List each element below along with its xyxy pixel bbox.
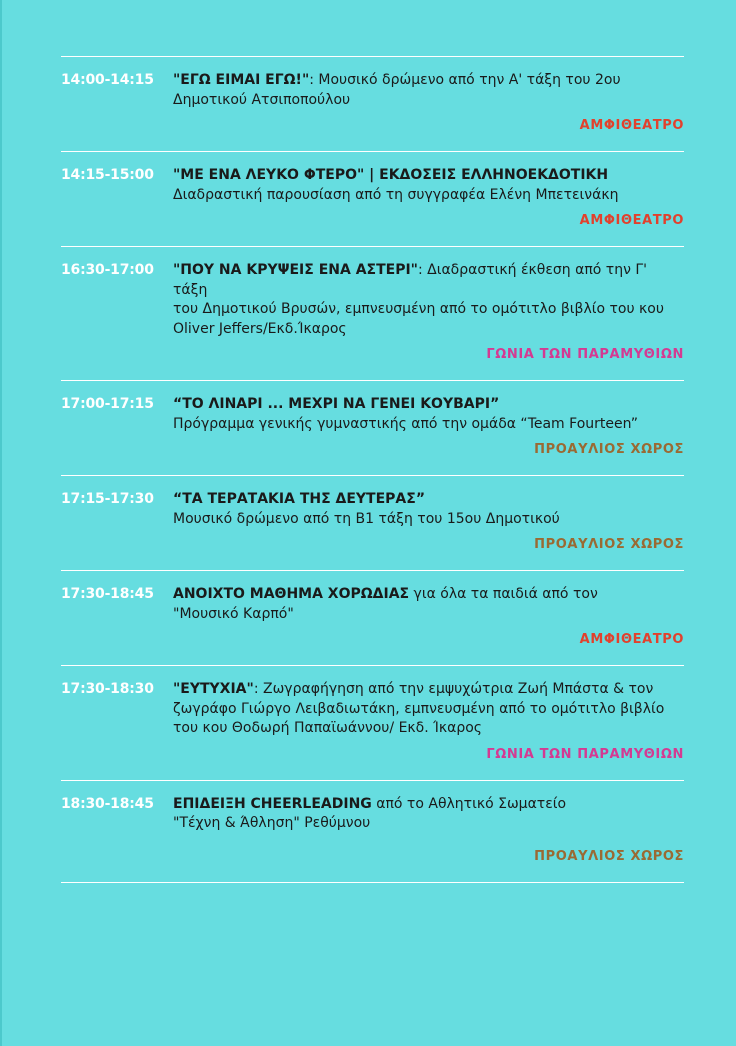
- schedule-entry: [61, 780, 684, 883]
- schedule-entry: [61, 475, 684, 570]
- event-time: 17:15-17:30: [61, 491, 154, 507]
- description-line-1: [173, 491, 425, 507]
- event-description: [173, 585, 684, 624]
- event-venue: ΓΩΝΙΑ ΤΩΝ ΠΑΡΑΜΥΘΙΩΝ: [486, 347, 684, 362]
- description-rest: : Μουσικό δρώμενο από την Α' τάξη του 2ου: [309, 72, 621, 88]
- event-time: 16:30-17:00: [61, 262, 154, 278]
- description-line-1: [173, 796, 566, 812]
- description-line-2: Πρόγραμμα γενικής γυμναστικής από την ομάδα “Team Fourteen”: [173, 415, 638, 432]
- description-rest: : Διαδραστική έκθεση από την Γ' τάξη: [173, 262, 648, 298]
- description-line-1: [173, 586, 598, 602]
- entry-row: [61, 395, 684, 434]
- event-time: 14:15-15:00: [61, 167, 154, 183]
- entry-row: [61, 585, 684, 624]
- description-line-2: "Μουσικό Καρπό": [173, 605, 294, 622]
- description-line-1: [173, 72, 621, 88]
- entry-row: [61, 261, 684, 339]
- entry-row: [61, 71, 684, 110]
- event-time: 18:30-18:45: [61, 795, 154, 812]
- event-description: [173, 261, 684, 339]
- schedule-entry: [61, 56, 684, 151]
- event-venue: ΠΡΟΑΥΛΙΟΣ ΧΩΡΟΣ: [534, 537, 684, 552]
- event-description: [173, 795, 684, 834]
- entry-row: [61, 166, 684, 205]
- event-description: [173, 71, 684, 110]
- description-line-3: του κου Θοδωρή Παπαϊωάννου/ Εκδ. Ίκαρος: [173, 720, 482, 736]
- event-title: "ΠΟΥ ΝΑ ΚΡΥΨΕΙΣ ΕΝΑ ΑΣΤΕΡΙ": [173, 262, 418, 278]
- schedule-entry: [61, 151, 684, 246]
- description-line-3: Oliver Jeffers/Εκδ.Ίκαρος: [173, 320, 347, 337]
- event-time: 17:30-18:45: [61, 586, 154, 602]
- event-title: "ΕΥΤΥΧΙΑ": [173, 681, 254, 697]
- description-line-1: [173, 681, 653, 697]
- event-description: [173, 395, 684, 434]
- description-line-2: του Δημοτικού Βρυσών, εμπνευσμένη από το ομότιτλο βιβλίο του κου: [173, 301, 664, 317]
- event-venue: ΠΡΟΑΥΛΙΟΣ ΧΩΡΟΣ: [534, 848, 684, 864]
- description-line-2: ζωγράφο Γιώργο Λειβαδιωτάκη, εμπνευσμένη από το ομότιτλο βιβλίο: [173, 700, 665, 717]
- description-line-2: Διαδραστική παρουσίαση από τη συγγραφέα Ελένη Μπετεινάκη: [173, 186, 619, 203]
- event-title: "ΕΓΩ ΕΙΜΑΙ ΕΓΩ!": [173, 72, 310, 88]
- event-time: 17:30-18:30: [61, 681, 154, 697]
- description-rest: : Ζωγραφήγηση από την εμψυχώτρια Ζωή Μπάστα & τον: [253, 681, 654, 697]
- event-description: [173, 680, 684, 739]
- event-time: 17:00-17:15: [61, 396, 154, 412]
- description-line-1: [173, 167, 608, 183]
- event-venue: ΑΜΦΙΘΕΑΤΡΟ: [579, 632, 684, 647]
- event-schedule: [61, 56, 684, 883]
- event-title: ΕΠΙΔΕΙΞΗ CHEERLEADING: [173, 795, 372, 812]
- description-line-2: Δημοτικού Ατσιποπούλου: [173, 91, 351, 108]
- schedule-entry: [61, 380, 684, 475]
- event-title: “ΤΟ ΛΙΝΑΡΙ ... ΜΕΧΡΙ ΝΑ ΓΕΝΕΙ ΚΟΥΒΑΡΙ”: [173, 396, 500, 412]
- schedule-entry: [61, 570, 684, 665]
- description-rest: για όλα τα παιδιά από τον: [409, 586, 598, 602]
- description-line-1: [173, 262, 647, 298]
- event-venue: ΑΜΦΙΘΕΑΤΡΟ: [579, 213, 684, 228]
- description-line-1: [173, 396, 499, 412]
- event-venue: ΑΜΦΙΘΕΑΤΡΟ: [579, 118, 684, 133]
- description-rest: από το Αθλητικό Σωματείο: [371, 795, 567, 812]
- schedule-entry: [61, 246, 684, 380]
- entry-row: [61, 680, 684, 739]
- schedule-entry: [61, 665, 684, 780]
- entry-row: [61, 795, 684, 834]
- event-title: ΑΝΟΙΧΤΟ ΜΑΘΗΜΑ ΧΟΡΩΔΙΑΣ: [173, 586, 410, 602]
- entry-row: [61, 490, 684, 529]
- event-venue: ΓΩΝΙΑ ΤΩΝ ΠΑΡΑΜΥΘΙΩΝ: [486, 746, 684, 762]
- page-edge-line: [0, 0, 2, 1046]
- description-line-2: Μουσικό δρώμενο από τη Β1 τάξη του 15ου Δημοτικού: [173, 510, 560, 527]
- event-title: "ΜΕ ΕΝΑ ΛΕΥΚΟ ΦΤΕΡΟ" | ΕΚΔΟΣΕΙΣ ΕΛΛΗΝΟΕΚΔΟΤΙΚΗ: [173, 167, 609, 183]
- event-time: 14:00-14:15: [61, 72, 154, 88]
- event-venue: ΠΡΟΑΥΛΙΟΣ ΧΩΡΟΣ: [534, 442, 684, 457]
- event-title: “ΤΑ ΤΕΡΑΤΑΚΙΑ ΤΗΣ ΔΕΥΤΕΡΑΣ”: [173, 491, 426, 507]
- description-line-2: "Τέχνη & Άθληση" Ρεθύμνου: [173, 815, 371, 831]
- event-description: [173, 490, 684, 529]
- event-description: [173, 166, 684, 205]
